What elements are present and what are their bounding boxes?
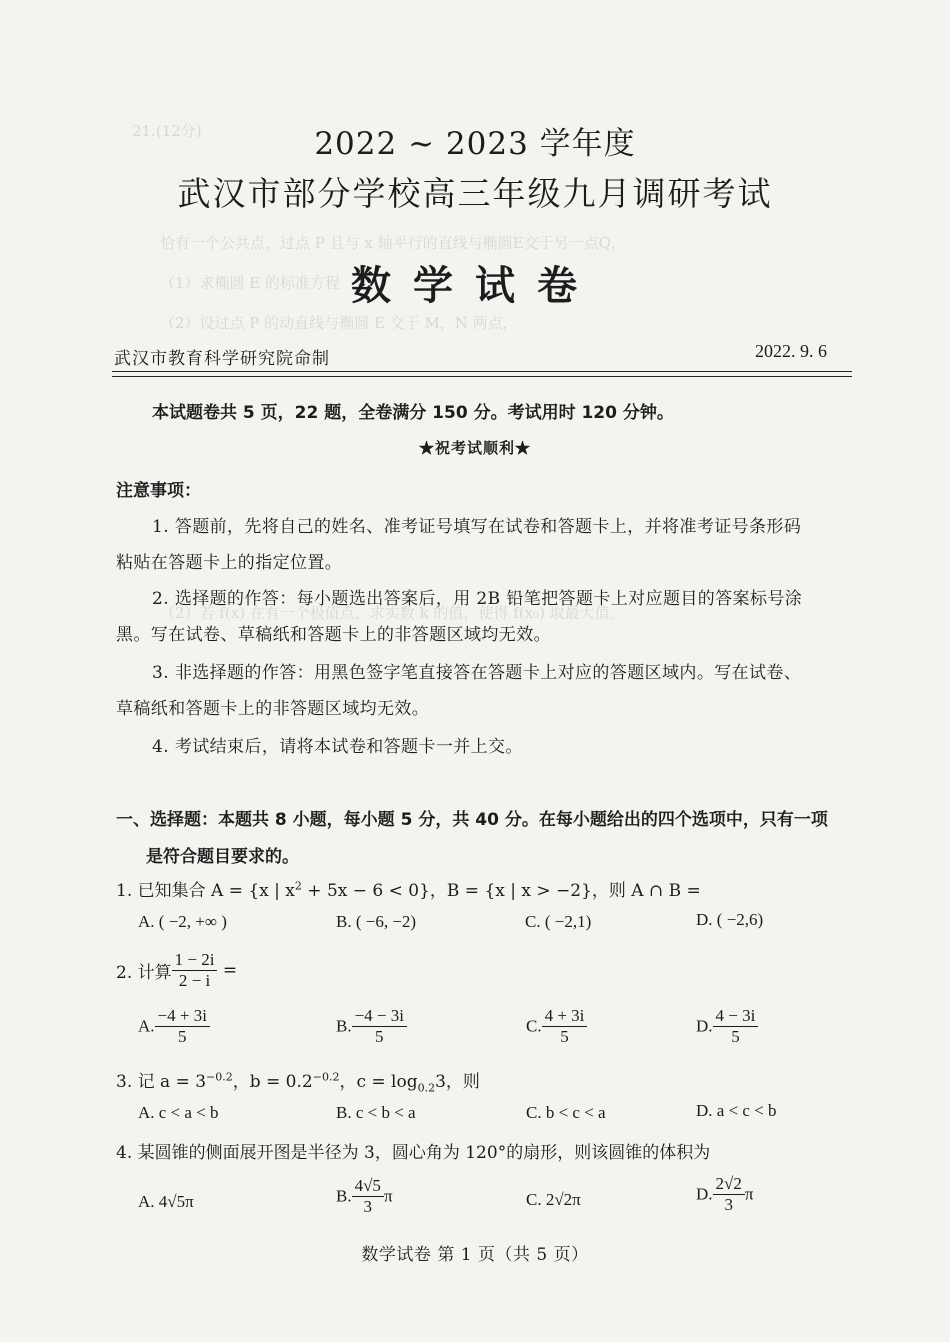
question-2-text: 2. 计算: [116, 963, 172, 983]
notice-item: 3. 非选择题的作答：用黑色签字笔直接答在答题卡上对应的答题区域内。写在试卷、: [152, 663, 802, 683]
fraction-denominator: 3: [724, 1195, 733, 1214]
question-3-text: 3，则: [435, 1072, 480, 1092]
option-label: A.: [138, 1016, 155, 1036]
question-4: 4. 某圆锥的侧面展开图是半径为 3，圆心角为 120°的扇形，则该圆锥的体积为: [116, 1143, 711, 1163]
option-a: A. c < a < b: [138, 1103, 219, 1122]
option-d: D. ( −2,6): [696, 910, 764, 929]
exam-date: 2022. 9. 6: [755, 341, 827, 361]
notice-item: 2. 选择题的作答：每小题选出答案后，用 2B 铅笔把答题卡上对应题目的答案标号涂: [152, 589, 803, 609]
fraction-numerator: −4 + 3i: [155, 1006, 210, 1027]
option-label: D.: [696, 1184, 713, 1204]
option-fraction: [352, 1176, 384, 1217]
option-c: [526, 1190, 581, 1210]
question-1-exponent: 2: [294, 879, 302, 893]
option-c: C. ( −2,1): [525, 912, 592, 931]
bleed-through-text: （2）若 f(x) 在有一个极值点，求实数 k 的值，使得 f(x₀) 取最大值。: [160, 604, 625, 622]
option-fraction: [542, 1006, 588, 1047]
exam-title: 武汉市部分学校高三年级九月调研考试: [177, 174, 773, 213]
fraction-numerator: 4√5: [352, 1176, 384, 1197]
option-b: [336, 1176, 393, 1217]
fraction-numerator: 2√2: [713, 1174, 745, 1195]
option-value: 2√2π: [545, 1190, 581, 1209]
exponent: −0.2: [312, 1070, 340, 1084]
option-fraction: [713, 1006, 759, 1047]
fraction-denominator: 5: [560, 1027, 569, 1046]
question-2-fraction: [172, 950, 218, 991]
question-3-text: 3. 记 a = 3: [116, 1072, 207, 1092]
option-label: C.: [526, 1190, 542, 1209]
notice-item: 4. 考试结束后，请将本试卷和答题卡一并上交。: [152, 737, 523, 757]
bleed-through-text: 恰有一个公共点，过点 P 且与 x 轴平行的直线与椭圆E交于另一点Q，: [160, 234, 626, 252]
fraction-denominator: 2 − i: [178, 971, 211, 990]
exam-year: 2022 ~ 2023 学年度: [314, 126, 636, 162]
option-value: 4√5π: [158, 1192, 194, 1211]
option-d: [696, 1174, 753, 1215]
header-rule-top: [112, 371, 852, 372]
notice-item: 草稿纸和答题卡上的非答题区域均无效。: [116, 699, 430, 719]
notice-item: 1. 答题前，先将自己的姓名、准考证号填写在试卷和答题卡上，并将准考证号条形码: [152, 517, 802, 537]
header-rule-bottom: [112, 376, 852, 377]
question-1: [116, 876, 701, 901]
exponent: −0.2: [206, 1070, 233, 1084]
option-d: [696, 1006, 758, 1047]
notice-item: 黑。写在试卷、草稿纸和答题卡上的非答题区域均无效。: [116, 625, 551, 645]
option-label: B.: [336, 1186, 352, 1206]
option-a: [138, 1192, 194, 1212]
fraction-denominator: 5: [375, 1027, 384, 1046]
question-3-text: ，c = log: [339, 1072, 418, 1092]
question-1-text: 1. 已知集合 A = {x | x: [116, 881, 295, 901]
option-d: D. a < c < b: [696, 1101, 777, 1120]
option-tail: π: [383, 1186, 393, 1206]
question-2: [116, 950, 237, 991]
question-1-text-cont: + 5x − 6 < 0}，B = {x | x > −2}，则 A ∩ B =: [301, 881, 701, 901]
option-a: [138, 1006, 210, 1047]
option-b: B. c < b < a: [336, 1103, 416, 1122]
exam-subject: 数学试卷: [351, 263, 599, 309]
notice-title: 注意事项：: [116, 481, 201, 501]
option-tail: π: [744, 1184, 754, 1204]
fraction-numerator: 4 − 3i: [713, 1006, 759, 1027]
option-label: C.: [526, 1016, 542, 1036]
bleed-through-text: （2）设过点 P 的动直线与椭圆 E 交于 M，N 两点，: [160, 314, 518, 332]
option-label: D.: [696, 1016, 713, 1036]
exam-issuer: 武汉市教育科学研究院命制: [114, 349, 330, 369]
option-label: B.: [336, 1016, 352, 1036]
fraction-numerator: −4 − 3i: [352, 1006, 407, 1027]
option-fraction: [713, 1174, 745, 1215]
fraction-denominator: 5: [731, 1027, 740, 1046]
log-base: 0.2: [417, 1081, 436, 1095]
exam-summary: 本试题卷共 5 页，22 题，全卷满分 150 分。考试用时 120 分钟。: [152, 403, 674, 423]
page-footer: 数学试卷 第 1 页（共 5 页）: [361, 1245, 589, 1265]
option-c: C. b < c < a: [526, 1103, 606, 1122]
bleed-through-text: （1）求椭圆 E 的标准方程: [160, 274, 341, 292]
question-2-equals: =: [217, 960, 238, 981]
section-heading-cont: 是符合题目要求的。: [146, 847, 299, 867]
good-luck-banner: ★祝考试顺利★: [418, 439, 531, 457]
fraction-denominator: 3: [363, 1197, 373, 1216]
section-heading: 一、选择题：本题共 8 小题，每小题 5 分，共 40 分。在每小题给出的四个选项中，只有一项: [116, 810, 828, 830]
bleed-through-text: 21.(12分): [132, 122, 202, 140]
notice-item: 粘贴在答题卡上的指定位置。: [116, 553, 343, 573]
option-b: [336, 1006, 407, 1047]
fraction-denominator: 5: [177, 1027, 187, 1046]
question-3-text: ，b = 0.2: [232, 1072, 313, 1092]
option-a: A. ( −2, +∞ ): [138, 912, 227, 931]
option-b: B. ( −6, −2): [336, 912, 417, 931]
question-3: [116, 1067, 480, 1094]
option-label: A.: [138, 1192, 155, 1211]
option-fraction: [155, 1006, 210, 1047]
option-c: [526, 1006, 587, 1047]
option-fraction: [352, 1006, 407, 1047]
fraction-numerator: 1 − 2i: [172, 950, 218, 971]
fraction-numerator: 4 + 3i: [542, 1006, 588, 1027]
